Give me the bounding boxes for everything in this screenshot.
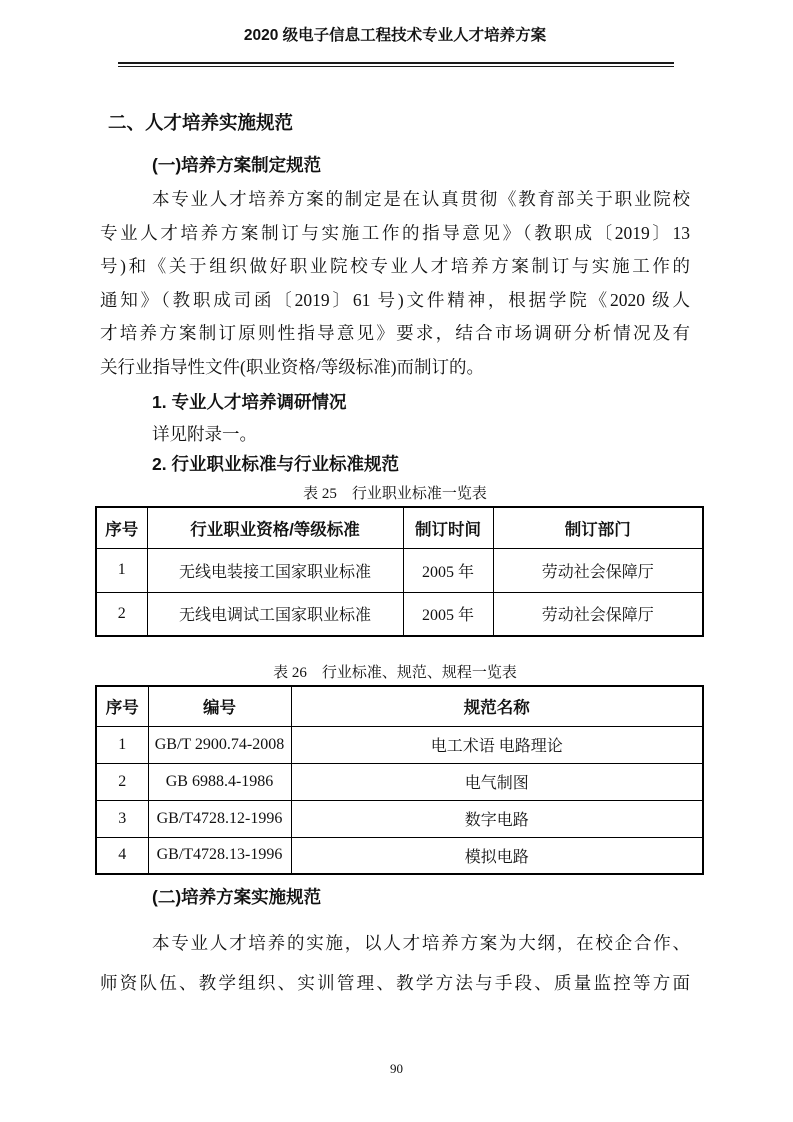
table-header-cell: 序号 bbox=[96, 686, 148, 726]
text-line: 号)和《关于组织做好职业院校专业人才培养方案制订与实施工作的 bbox=[100, 256, 690, 276]
table-cell: 3 bbox=[96, 800, 148, 837]
table-header-cell: 编号 bbox=[148, 686, 291, 726]
table-cell: 劳动社会保障厅 bbox=[493, 592, 703, 636]
table-cell: 2 bbox=[96, 763, 148, 800]
subsection-heading-plan-formulation: (一)培养方案制定规范 bbox=[152, 155, 322, 175]
table-cell: 数字电路 bbox=[291, 800, 703, 837]
table-row bbox=[96, 763, 703, 800]
paragraph-plan-implementation bbox=[100, 923, 690, 1003]
item-heading-survey: 1. 专业人才培养调研情况 bbox=[152, 392, 347, 412]
table-cell: 无线电调试工国家职业标准 bbox=[147, 592, 403, 636]
page-number: 90 bbox=[390, 1061, 403, 1076]
table-cell: 2005 年 bbox=[403, 592, 493, 636]
text-line: 关行业指导性文件(职业资格/等级标准)而制订的。 bbox=[100, 356, 485, 377]
table-cell: GB 6988.4-1986 bbox=[148, 763, 291, 800]
table-row bbox=[96, 800, 703, 837]
table-cell: 4 bbox=[96, 837, 148, 874]
table-row bbox=[96, 726, 703, 763]
text-line: 本专业人才培养方案的制定是在认真贯彻《教育部关于职业院校 bbox=[152, 189, 690, 209]
occupational-standards-table bbox=[95, 506, 704, 637]
see-appendix-text: 详见附录一。 bbox=[152, 424, 257, 444]
table-cell: 1 bbox=[96, 726, 148, 763]
table-cell: 劳动社会保障厅 bbox=[493, 548, 703, 592]
table-cell: 2005 年 bbox=[403, 548, 493, 592]
table-cell: 2 bbox=[96, 592, 147, 636]
table-cell: 电工术语 电路理论 bbox=[291, 726, 703, 763]
paragraph-plan-formulation bbox=[100, 183, 690, 384]
table-cell: 1 bbox=[96, 548, 147, 592]
table25-caption: 表 25 行业职业标准一览表 bbox=[303, 486, 487, 502]
table-header-cell: 规范名称 bbox=[291, 686, 703, 726]
table-cell: 无线电装接工国家职业标准 bbox=[147, 548, 403, 592]
text-line: 师资队伍、教学组织、实训管理、教学方法与手段、质量监控等方面 bbox=[100, 973, 690, 993]
table-row bbox=[96, 837, 703, 874]
header-rule bbox=[118, 62, 674, 67]
table-row bbox=[96, 592, 703, 636]
item-heading-industry-standards: 2. 行业职业标准与行业标准规范 bbox=[152, 454, 399, 474]
table-header-cell: 行业职业资格/等级标准 bbox=[147, 507, 403, 548]
table-cell: GB/T4728.13-1996 bbox=[148, 837, 291, 874]
table-header-cell: 序号 bbox=[96, 507, 147, 548]
text-line: 专业人才培养方案制订与实施工作的指导意见》（教职成〔2019〕13 bbox=[100, 222, 690, 243]
table-header-row bbox=[96, 507, 703, 548]
table-header-cell: 制订部门 bbox=[493, 507, 703, 548]
table-cell: GB/T 2900.74-2008 bbox=[148, 726, 291, 763]
table-header-cell: 制订时间 bbox=[403, 507, 493, 548]
table-cell: GB/T4728.12-1996 bbox=[148, 800, 291, 837]
table-header-row bbox=[96, 686, 703, 726]
section-heading-implementation-standards: 二、人才培养实施规范 bbox=[108, 112, 294, 133]
subsection-heading-plan-implementation: (二)培养方案实施规范 bbox=[152, 887, 322, 907]
text-line: 通知》（教职成司函〔2019〕61 号)文件精神，根据学院《2020 级人 bbox=[100, 289, 690, 310]
table-row bbox=[96, 548, 703, 592]
text-line: 本专业人才培养的实施，以人才培养方案为大纲，在校企合作、 bbox=[152, 933, 690, 953]
text-line: 才培养方案制订原则性指导意见》要求，结合市场调研分析情况及有 bbox=[100, 323, 690, 343]
document-header-title: 2020 级电子信息工程技术专业人才培养方案 bbox=[243, 27, 547, 44]
table-cell: 模拟电路 bbox=[291, 837, 703, 874]
industry-specs-table bbox=[95, 685, 704, 875]
table26-caption: 表 26 行业标准、规范、规程一览表 bbox=[273, 665, 517, 681]
table-cell: 电气制图 bbox=[291, 763, 703, 800]
